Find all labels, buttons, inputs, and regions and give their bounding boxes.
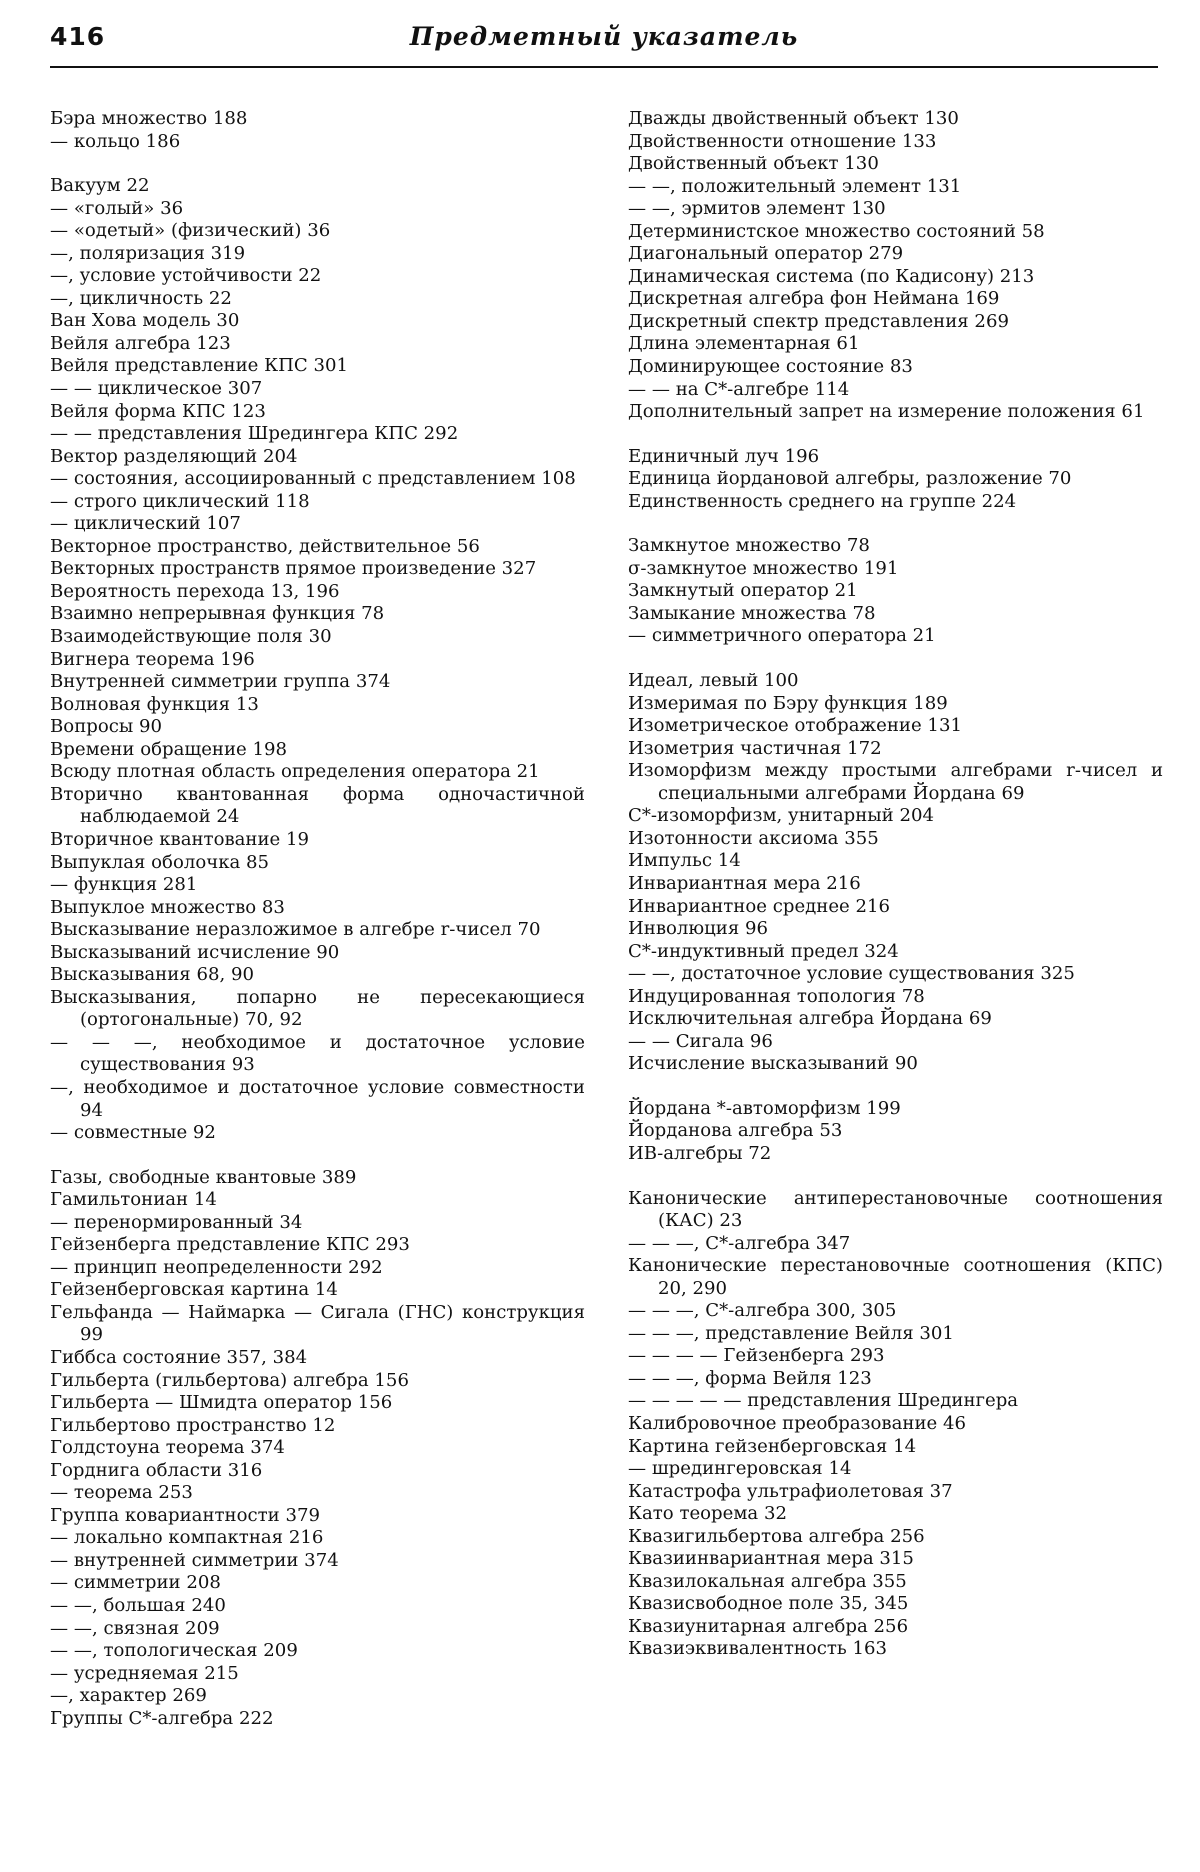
index-entry: — шредингеровская 14 [628, 1458, 852, 1480]
index-entry: — — —, C*-алгебра 300, 305 [628, 1300, 897, 1322]
index-entry: Ван Хова модель 30 [50, 310, 240, 332]
index-entry: Векторное пространство, действительное 56 [50, 535, 480, 557]
index-entry: — — —, представление Вейля 301 [628, 1322, 954, 1344]
index-entry: — — — — — представления Шредингера [628, 1390, 1019, 1412]
index-entry: Вейля представление КПС 301 [50, 355, 349, 377]
index-entry: Катастрофа ультрафиолетовая 37 [628, 1480, 953, 1502]
index-entry: ИВ-алгебры 72 [628, 1142, 772, 1164]
index-entry: Картина гейзенберговская 14 [628, 1435, 917, 1457]
index-letter-group [628, 1098, 1163, 1166]
index-entry: —, цикличность 22 [50, 287, 232, 309]
index-entry: Инволюция 96 [628, 918, 769, 940]
index-entry: — — —, форма Вейля 123 [628, 1367, 872, 1389]
index-entry: Дополнительный запрет на измерение положения 61 [628, 401, 1145, 423]
index-entry: Высказывания, попарно не пересекающиеся (ортогональные) 70, 92 [50, 986, 585, 1031]
index-entry: Доминирующее состояние 83 [628, 356, 913, 378]
index-entry: Вигнера теорема 196 [50, 648, 255, 670]
index-entry: Гильберта — Шмидта оператор 156 [50, 1392, 393, 1414]
index-entry: Вакуум 22 [50, 175, 150, 197]
index-entry: Волновая функция 13 [50, 693, 259, 715]
index-entry: — состояния, ассоциированный с представлением 108 [50, 468, 576, 490]
index-entry: Гиббса состояние 357, 384 [50, 1346, 308, 1368]
index-entry: Взаимодействующие поля 30 [50, 626, 332, 648]
index-entry: C*-индуктивный предел 324 [628, 940, 899, 962]
index-entry: Гильбертово пространство 12 [50, 1414, 336, 1436]
index-entry: Голдстоуна теорема 374 [50, 1437, 285, 1459]
index-column-right [628, 108, 1163, 1661]
index-entry: — принцип неопределенности 292 [50, 1256, 383, 1278]
index-entry: — усредняемая 215 [50, 1662, 239, 1684]
index-entry: Индуцированная топология 78 [628, 985, 925, 1007]
index-entry: Взаимно непрерывная функция 78 [50, 603, 385, 625]
index-entry: Исчисление высказываний 90 [628, 1053, 918, 1075]
index-entry: Замыкание множества 78 [628, 602, 876, 624]
index-entry: Времени обращение 198 [50, 738, 288, 760]
index-entry: Дискретная алгебра фон Неймана 169 [628, 288, 1000, 310]
index-entry: Вейля форма КПС 123 [50, 400, 266, 422]
index-entry: — — Сигала 96 [628, 1030, 773, 1052]
index-entry: Йорданова алгебра 53 [628, 1120, 843, 1142]
index-entry: Диагональный оператор 279 [628, 243, 904, 265]
index-entry: Изометрическое отображение 131 [628, 715, 962, 737]
running-title: Предметный указатель [409, 22, 799, 51]
index-letter-group [628, 108, 1163, 424]
index-entry: Канонические перестановочные соотношения (КПС) 20, 290 [628, 1255, 1163, 1299]
index-letter-group [50, 1167, 585, 1731]
index-entry: —, необходимое и достаточное условие совместности 94 [50, 1076, 585, 1121]
index-entry: — симметрии 208 [50, 1572, 221, 1594]
index-letter-group [50, 175, 585, 1145]
index-entry: Группа ковариантности 379 [50, 1504, 320, 1526]
index-entry: — внутренней симметрии 374 [50, 1549, 339, 1571]
index-entry: Изотонности аксиома 355 [628, 827, 879, 849]
index-entry: Замкнутый оператор 21 [628, 580, 858, 602]
index-entry: Гильберта (гильбертова) алгебра 156 [50, 1369, 409, 1391]
index-entry: — —, большая 240 [50, 1595, 226, 1616]
index-entry: Квазилокальная алгебра 355 [628, 1570, 907, 1592]
index-entry: — функция 281 [50, 874, 198, 896]
index-entry: σ-замкнутое множество 191 [628, 557, 899, 579]
index-entry: Като теорема 32 [628, 1503, 787, 1525]
index-entry: Единичный луч 196 [628, 445, 820, 467]
index-entry: Квазисвободное поле 35, 345 [628, 1593, 909, 1615]
index-entry: — локально компактная 216 [50, 1527, 324, 1549]
index-entry: C*-изоморфизм, унитарный 204 [628, 805, 934, 827]
index-entry: Двойственный объект 130 [628, 153, 879, 175]
index-entry: Векторных пространств прямое произведение 327 [50, 558, 537, 580]
index-entry: Изометрия частичная 172 [628, 737, 882, 759]
index-entry: — — — — Гейзенберга 293 [628, 1345, 885, 1367]
index-entry: — —, эрмитов элемент 130 [628, 198, 886, 220]
index-entry: Вторичное квантование 19 [50, 828, 310, 850]
index-entry: Канонические антиперестановочные соотношения (КАС) 23 [628, 1187, 1163, 1232]
index-entry: Замкнутое множество 78 [628, 535, 870, 557]
index-entry: Вейля алгебра 123 [50, 332, 231, 354]
index-entry: Высказывание неразложимое в алгебре r-чисел 70 [50, 919, 541, 941]
index-entry: —, условие устойчивости 22 [50, 265, 322, 287]
index-entry: — — представления Шредингера КПС 292 [50, 423, 459, 445]
index-entry: Измеримая по Бэру функция 189 [628, 692, 948, 714]
index-letter-group [628, 535, 1163, 648]
page-header [50, 22, 1158, 68]
index-entry: Горднига области 316 [50, 1459, 263, 1481]
index-entry: Квазиинвариантная мера 315 [628, 1548, 914, 1570]
index-letter-group [628, 1188, 1163, 1661]
index-entry: Всюду плотная область определения оператора 21 [50, 761, 540, 783]
index-entry: — перенормированный 34 [50, 1211, 303, 1233]
index-entry: Гейзенберга представление КПС 293 [50, 1234, 410, 1256]
index-entry: Двойственности отношение 133 [628, 130, 937, 152]
index-entry: — циклический 107 [50, 513, 241, 535]
index-entry: Вероятность перехода 13, 196 [50, 580, 340, 602]
index-entry: Единица йордановой алгебры, разложение 70 [628, 468, 1072, 490]
index-letter-group [628, 446, 1163, 514]
index-entry: — «одетый» (физический) 36 [50, 220, 331, 242]
index-entry: Выпуклое множество 83 [50, 896, 285, 918]
index-entry: — кольцо 186 [50, 130, 181, 152]
index-entry: Квазигильбертова алгебра 256 [628, 1525, 925, 1547]
index-entry: Единственность среднего на группе 224 [628, 490, 1017, 512]
index-entry: Гельфанда — Наймарка — Сигала (ГНС) конструкция 99 [50, 1301, 585, 1346]
index-entry: — —, положительный элемент 131 [628, 175, 962, 197]
index-entry: Инвариантная мера 216 [628, 872, 861, 894]
index-entry: Высказывания 68, 90 [50, 964, 255, 986]
index-entry: Исключительная алгебра Йордана 69 [628, 1008, 992, 1030]
index-entry: Квазиунитарная алгебра 256 [628, 1615, 909, 1637]
index-entry: — —, достаточное условие существования 325 [628, 963, 1075, 985]
index-entry: Бэра множество 188 [50, 108, 248, 129]
index-entry: Выпуклая оболочка 85 [50, 851, 270, 873]
index-entry: Группы C*-алгебра 222 [50, 1707, 274, 1729]
index-entry: — теорема 253 [50, 1482, 193, 1504]
index-entry: Вопросы 90 [50, 716, 163, 738]
index-entry: — совместные 92 [50, 1122, 216, 1144]
index-entry: —, характер 269 [50, 1685, 207, 1707]
index-entry: Детерминистское множество состояний 58 [628, 220, 1045, 242]
index-entry: — — циклическое 307 [50, 378, 263, 400]
page-number: 416 [50, 22, 106, 51]
index-entry: — — —, необходимое и достаточное условие существования 93 [50, 1031, 585, 1076]
index-entry: Инвариантное среднее 216 [628, 895, 891, 917]
index-column-left [50, 108, 585, 1730]
index-entry: Газы, свободные квантовые 389 [50, 1166, 357, 1188]
index-entry: Вектор разделяющий 204 [50, 445, 298, 467]
index-entry: Квазиэквивалентность 163 [628, 1638, 888, 1660]
index-entry: Гамильтониан 14 [50, 1189, 217, 1211]
index-entry: — «голый» 36 [50, 197, 184, 219]
index-entry: Длина элементарная 61 [628, 333, 860, 355]
index-entry: Калибровочное преобразование 46 [628, 1412, 967, 1434]
index-entry: Динамическая система (по Кадисону) 213 [628, 265, 1035, 287]
index-entry: — строго циклический 118 [50, 490, 310, 512]
index-letter-group [50, 108, 585, 153]
index-entry: — — —, C*-алгебра 347 [628, 1232, 851, 1254]
index-entry: Гейзенберговская картина 14 [50, 1279, 338, 1301]
index-entry: — —, топологическая 209 [50, 1640, 298, 1662]
index-entry: —, поляризация 319 [50, 242, 246, 264]
index-entry: Йордана *-автоморфизм 199 [628, 1097, 901, 1119]
index-entry: Дважды двойственный объект 130 [628, 108, 959, 129]
index-entry: Внутренней симметрии группа 374 [50, 671, 391, 693]
index-entry: Высказываний исчисление 90 [50, 941, 340, 963]
index-entry: — —, связная 209 [50, 1617, 220, 1639]
index-letter-group [628, 670, 1163, 1076]
index-entry: — — на C*-алгебре 114 [628, 378, 850, 400]
index-entry: Дискретный спектр представления 269 [628, 310, 1009, 332]
index-entry: — симметричного оператора 21 [628, 625, 936, 647]
index-entry: Идеал, левый 100 [628, 670, 799, 692]
index-entry: Изоморфизм между простыми алгебрами r-чисел и специальными алгебрами Йордана 69 [628, 760, 1163, 804]
index-entry: Вторично квантованная форма одночастичной наблюдаемой 24 [50, 783, 585, 828]
index-entry: Импульс 14 [628, 850, 741, 872]
